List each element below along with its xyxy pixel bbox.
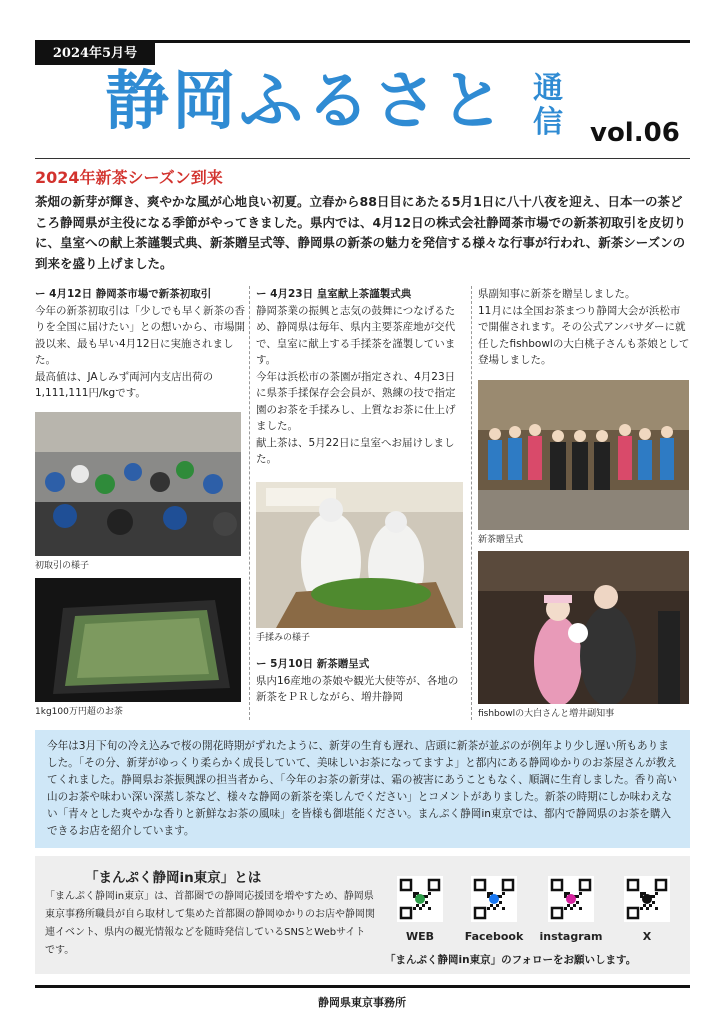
handshake-photo-icon xyxy=(478,551,689,704)
footer-office: 静岡県東京事務所 xyxy=(318,996,406,1009)
instagram-qr-icon[interactable] xyxy=(548,876,594,922)
caption-fishbowl-vice-governor: fishbowlの大白さんと増井副知事 xyxy=(478,709,615,719)
column-divider-2 xyxy=(471,286,472,720)
column-divider-1 xyxy=(249,286,250,720)
col1-heading: ー 4月12日 静岡茶市場で新茶初取引 xyxy=(35,288,212,300)
section-title: 2024年新茶シーズン到来 xyxy=(35,168,223,187)
web-qr-icon[interactable] xyxy=(397,876,443,922)
photo-premium-tea xyxy=(35,578,241,702)
caption-first-auction: 初取引の様子 xyxy=(35,561,90,571)
volume-label: vol.06 xyxy=(590,118,680,148)
caption-hand-rolling: 手揉みの様子 xyxy=(256,633,311,643)
col2-body4: 県内16産地の茶娘や観光大使等が、各地の新茶をＰＲしながら、増井静岡 xyxy=(256,674,459,703)
col2-body: 静岡茶業の振興と志気の鼓舞につなげるため、静岡県は毎年、県内主要茶産地が交代で、皇室に献上する手揉茶を謹製しています。 xyxy=(256,304,456,366)
lead-paragraph: 茶畑の新芽が輝き、爽やかな風が心地良い初夏。立春から88日目にあたる5月1日に八十八夜を迎え、日本一の茶どころ静岡県が主役になる季節がやってきました。県内では、4月12日の株式会社静岡茶市場での新茶初取引を皮切りに、皇室への献上茶謹製式典、新茶贈呈式等、静岡県の新茶の魅力を発信する様々な行事が行われ、新茶シーズンの到来を盛り上げました。 xyxy=(35,194,687,271)
issue-label: 2024年5月号 xyxy=(35,43,155,65)
col2-heading: ー 4月23日 皇室献上茶謹製式典 xyxy=(256,288,412,300)
crowd-photo-icon xyxy=(35,412,241,556)
column-2-text xyxy=(256,286,464,468)
manpuku-title: 「まんぷく静岡in東京」とは xyxy=(85,870,262,886)
sns-label: WEB xyxy=(405,930,435,943)
column-1-text xyxy=(35,286,245,402)
col1-body: 今年の新茶初取引は「少しでも早く新茶の香りを全国に届けたい」との想いから、市場開設以来、最も早い4月12日に実施されました。 xyxy=(35,304,245,366)
column-3-text xyxy=(478,286,690,369)
col3-body2: 11月には全国お茶まつり静岡大会が浜松市で開催されます。その公式アンバサダーに就任したfishbowlの大白桃子さんも茶娘として登場しました。 xyxy=(478,304,690,366)
col1-body2: 最高値は、JAしみず両河内支店出荷の1,111,111円/kgです。 xyxy=(35,370,214,399)
notice-box xyxy=(35,730,690,848)
newsletter-title-suffix: 通信 xyxy=(533,71,563,140)
sns-label: instagram xyxy=(539,930,603,943)
notice-text: 今年は3月下旬の冷え込みで桜の開花時期がずれたように、新芽の生育も遅れ、店頭に新茶が並ぶのが例年より少し遅い所もありました。「その分、新芽がゆっくり柔らかく成長していて、美味しいお茶になってますよ」と都内にある静岡ゆかりのお茶屋さんが教えてくれました。静岡県お茶振興課の担当者から、「今年のお茶の新芽は、霜の被害にあうこともなく、順調に生育しました。香り高い山のお茶や味わい深い深蒸し茶など、様々な静岡の新茶を楽しんでください」とコメントがありました。新茶の時期にしか味わえない「青々とした爽やかな香りと新鮮なお茶の風味」を皆様も御堪能ください。まんぷく静岡in東京では、都内で静岡県のお茶を購入できるお店を紹介しています。 xyxy=(47,740,678,837)
sns-label: X xyxy=(642,930,652,943)
manpuku-description: 「まんぷく静岡in東京」は、首都圏での静岡応援団を増やすため、静岡県東京事務所職員が自ら取材して集めた首都圏の静岡ゆかりのお店や静岡関連イベント、県内の観光情報などを随時発信しているSNSとWebサイトです。 xyxy=(45,891,375,956)
col2-body3: 献上茶は、5月22日に皇室へお届けしました。 xyxy=(256,436,455,465)
sns-label: Facebook xyxy=(464,930,524,943)
x-qr-icon[interactable] xyxy=(624,876,670,922)
caption-presentation-ceremony: 新茶贈呈式 xyxy=(478,535,524,545)
caption-premium-tea: 1kg100万円超のお茶 xyxy=(35,707,123,717)
facebook-qr-icon[interactable] xyxy=(471,876,517,922)
photo-presentation-ceremony xyxy=(478,380,689,530)
ceremony-group-photo-icon xyxy=(478,380,689,530)
column-2-lower-text xyxy=(256,656,464,706)
tea-leaves-photo-icon xyxy=(35,578,241,702)
col3-body: 県副知事に新茶を贈呈しました。 xyxy=(478,288,636,300)
photo-hand-rolling xyxy=(256,482,463,628)
col2-heading2: ー 5月10日 新茶贈呈式 xyxy=(256,658,370,670)
photo-fishbowl-vice-governor xyxy=(478,551,689,704)
follow-message: 「まんぷく静岡in東京」のフォローをお願いします。 xyxy=(385,954,637,966)
tea-rolling-photo-icon xyxy=(256,482,463,628)
col2-body2: 今年は浜松市の茶園が指定され、4月23日に県茶手揉保存会会員が、熟練の技で指定園のお茶を手揉みし、上質なお茶に仕上げました。 xyxy=(256,370,456,432)
photo-first-auction xyxy=(35,412,241,556)
header-rule xyxy=(35,158,690,159)
newsletter-title: 静岡ふるさと xyxy=(105,65,507,139)
bottom-rule xyxy=(35,985,690,988)
